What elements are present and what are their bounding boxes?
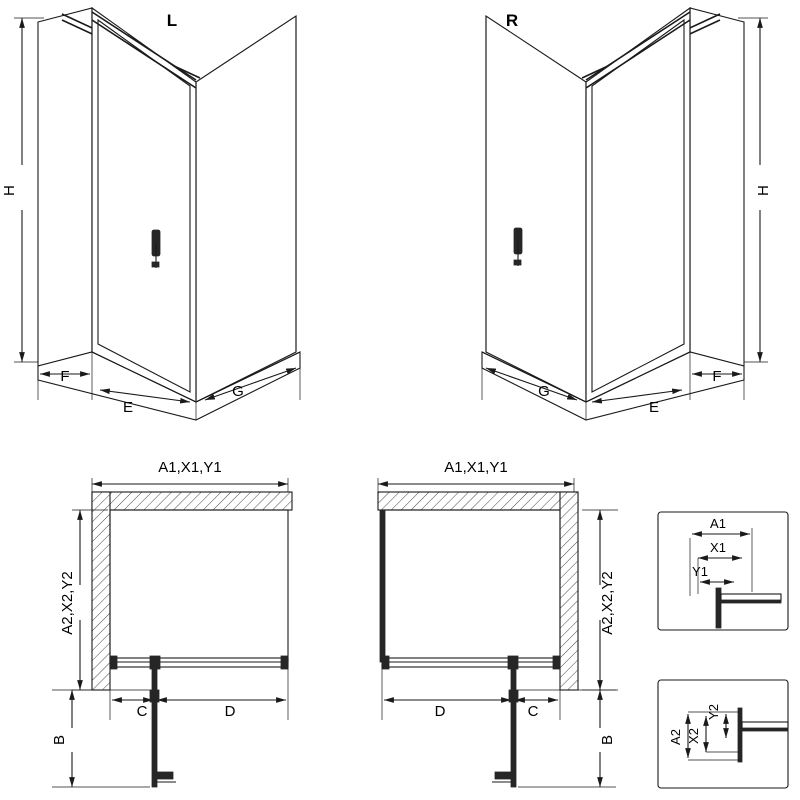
iso-left-title: L: [166, 11, 178, 30]
plan-right-side-dim: A2,X2,Y2: [599, 571, 616, 635]
wall-side-right-plan: [560, 492, 578, 690]
detail-top-x1: X1: [710, 540, 726, 555]
plan-right-seg-c: C: [527, 703, 539, 720]
plan-right-seg-d: D: [434, 703, 446, 720]
iso-right-height-label: H: [755, 185, 772, 196]
iso-left-height-label: H: [1, 185, 18, 196]
iso-right-door-label: E: [648, 399, 660, 416]
detail-box-bottom: [658, 680, 788, 788]
wall-side-left-plan: [92, 492, 110, 690]
plan-left-seg-c: C: [136, 703, 148, 720]
iso-left-door-label: E: [122, 399, 134, 416]
detail-bottom-x2: X2: [686, 728, 701, 744]
detail-box-top: [658, 512, 788, 630]
iso-left-depth-label: F: [60, 368, 70, 385]
plan-view-right: [378, 459, 618, 787]
detail-top-y1: Y1: [692, 564, 708, 579]
detail-bottom-y2: Y2: [706, 704, 721, 720]
plan-left-seg-d: D: [224, 703, 236, 720]
plan-left-side-dim: A2,X2,Y2: [59, 571, 76, 635]
iso-left-side-label: G: [232, 383, 244, 400]
wall-top-right-plan: [378, 492, 578, 510]
isometric-view-right: [482, 8, 772, 420]
plan-left-top-dim: A1,X1,Y1: [158, 459, 222, 476]
detail-bottom-a2: A2: [668, 729, 683, 745]
detail-top-a1: A1: [710, 516, 726, 531]
iso-right-depth-label: F: [712, 368, 722, 385]
iso-right-title: R: [505, 11, 519, 30]
wall-top-left-plan: [92, 492, 292, 510]
plan-right-top-dim: A1,X1,Y1: [444, 459, 508, 476]
plan-view-left: [51, 459, 292, 787]
iso-right-side-label: G: [538, 383, 550, 400]
plan-left-swing-dim: B: [51, 734, 68, 746]
isometric-view-left: [1, 8, 300, 420]
plan-right-swing-dim: B: [599, 734, 616, 746]
